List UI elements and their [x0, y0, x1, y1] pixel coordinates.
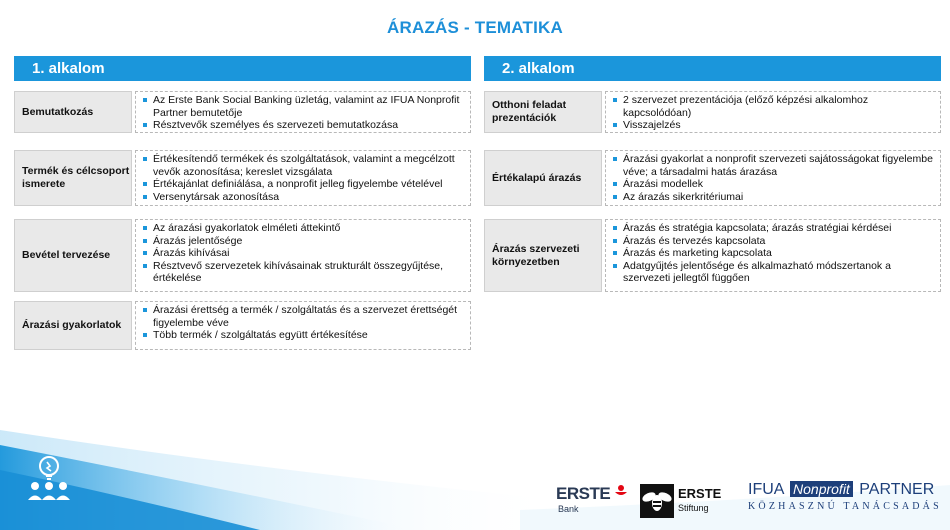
ifua-nonprofit-partner-logo	[748, 481, 944, 521]
topic-label: Értékalapú árazás	[484, 150, 602, 206]
topic-row	[484, 91, 941, 133]
session-2-header: 2. alkalom	[484, 56, 941, 81]
bullet-item: Résztvevő szervezetek kihívásainak strukturált összegyűjtése, értékelése	[142, 260, 466, 285]
bullet-item: Értékesítendő termékek és szolgáltatások, valamint a megcélzott vevők azonosítása; kereslet vizsgálata	[142, 153, 466, 178]
erste-stiftung-logo	[640, 484, 720, 518]
topic-row	[14, 91, 471, 133]
ifua-partner: PARTNER	[859, 481, 935, 498]
bullet-item: Az árazás sikerkritériumai	[612, 191, 936, 204]
page-title: ÁRAZÁS - TEMATIKA	[387, 18, 563, 37]
ifua-tagline: KÖZHASZNÚ TANÁCSADÁS	[748, 501, 942, 512]
topic-label: Otthoni feladat prezentációk	[484, 91, 602, 133]
bullet-item: Árazási érettség a termék / szolgáltatás és a szervezet érettségét figyelembe véve	[142, 304, 466, 329]
erste-bank-wordmark: ERSTE	[556, 484, 611, 503]
bullet-item: Árazási modellek	[612, 178, 936, 191]
topic-details	[135, 150, 471, 206]
ifua-prefix: IFUA	[748, 481, 784, 498]
session-2-column	[484, 56, 941, 285]
erste-logo-icon	[614, 484, 628, 498]
bullet-item: Értékajánlat definiálása, a nonprofit jelleg figyelembe vételével	[142, 178, 466, 191]
session-1-column	[14, 56, 471, 342]
topic-details	[605, 219, 941, 292]
lightbulb-people-icon	[25, 454, 77, 506]
erste-bank-logo	[556, 484, 610, 514]
topic-row	[14, 150, 471, 206]
erste-bank-sub: Bank	[558, 504, 579, 514]
topic-label: Bevétel tervezése	[14, 219, 132, 292]
bullet-item: Árazás és tervezés kapcsolata	[612, 235, 936, 248]
bullet-item: Árazás kihívásai	[142, 247, 466, 260]
bullet-item: Árazási gyakorlat a nonprofit szervezeti sajátosságokat figyelembe véve; a társadalmi hatás árazása	[612, 153, 936, 178]
erste-stiftung-sub: Stiftung	[678, 503, 709, 513]
topic-label: Árazási gyakorlatok	[14, 301, 132, 350]
bullet-item: Az Erste Bank Social Banking üzletág, valamint az IFUA Nonprofit Partner bemutetője	[142, 94, 466, 119]
bullet-item: Árazás és stratégia kapcsolata; árazás stratégiai kérdései	[612, 222, 936, 235]
topic-details	[605, 91, 941, 133]
topic-label: Termék és célcsoport ismerete	[14, 150, 132, 206]
topic-label: Bemutatkozás	[14, 91, 132, 133]
bullet-item: Árazás és marketing kapcsolata	[612, 247, 936, 260]
erste-stiftung-bee-icon	[640, 484, 674, 518]
topic-details	[135, 301, 471, 350]
topic-label: Árazás szervezeti környezetben	[484, 219, 602, 292]
bullet-item: Az árazási gyakorlatok elméleti áttekintő	[142, 222, 466, 235]
topic-row	[484, 219, 941, 292]
topic-details	[135, 91, 471, 133]
session-1-header: 1. alkalom	[14, 56, 471, 81]
bullet-item: 2 szervezet prezentációja (előző képzési alkalomhoz kapcsolódóan)	[612, 94, 936, 119]
erste-stiftung-wordmark: ERSTE	[678, 486, 722, 501]
bullet-item: Árazás jelentősége	[142, 235, 466, 248]
bullet-item: Résztvevők személyes és szervezeti bemutatkozása	[142, 119, 466, 132]
topic-row	[14, 219, 471, 292]
bullet-item: Versenytársak azonosítása	[142, 191, 466, 204]
topic-details	[135, 219, 471, 292]
bullet-item: Visszajelzés	[612, 119, 936, 132]
ifua-nonprofit-badge: Nonprofit	[790, 481, 853, 497]
topic-row	[14, 301, 471, 350]
topic-details	[605, 150, 941, 206]
bullet-item: Adatgyűjtés jelentősége és alkalmazható módszertanok a szervezeti jellegtől függően	[612, 260, 936, 285]
bullet-item: Több termék / szolgáltatás együtt értékesítése	[142, 329, 466, 342]
topic-row	[484, 150, 941, 206]
